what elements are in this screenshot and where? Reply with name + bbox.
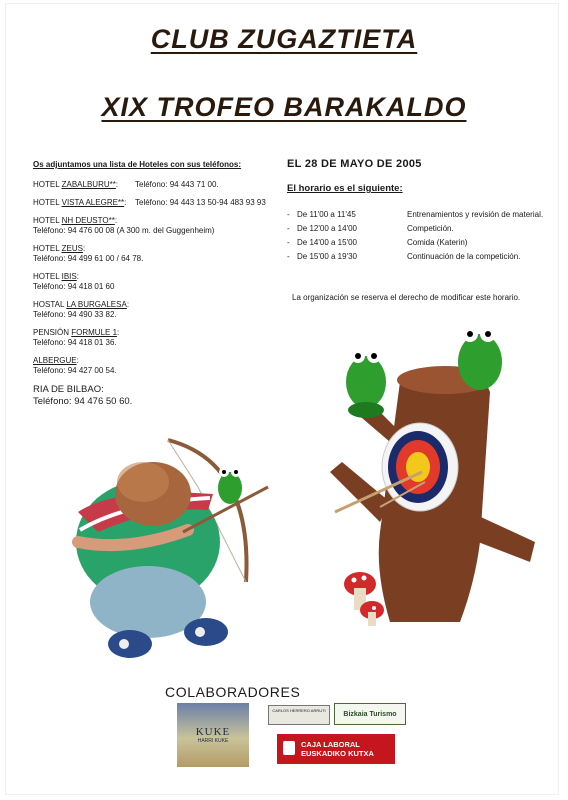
schedule-activity: Entrenamientos y revisión de material. (407, 210, 544, 219)
schedule-list (287, 210, 557, 266)
kuke-logo: KUKE HARRI KUKE (177, 703, 249, 767)
hotel-phone: Teléfono: 94 443 13 50-94 483 93 93 (135, 198, 266, 207)
sponsors-title: COLABORADORES (165, 684, 301, 700)
hotels-intro: Os adjuntamos una lista de Hoteles con sus teléfonos: (33, 160, 242, 169)
schedule-activity: Comida (Katerin) (407, 238, 468, 247)
schedule-item: - De 15'00 a 19'30 Continuación de la competición. (287, 252, 521, 261)
schedule-time: De 11'00 a 11'45 (297, 210, 356, 219)
hotel-entry: HOTEL IBIS: Teléfono: 94 418 01 60 (33, 272, 283, 292)
schedule-activity: Competición. (407, 224, 454, 233)
hotel-phone: Teléfono: 94 443 71 00. (135, 180, 219, 189)
hotel-name: ALBERGUE (33, 356, 77, 365)
hotel-phone: Teléfono: 94 427 00 54. (33, 366, 117, 375)
ria-entry (33, 384, 283, 408)
club-title: CLUB ZUGAZTIETA (150, 24, 418, 54)
hotel-entry: HOTEL ZABALBURU**: Teléfono: 94 443 71 00. (33, 180, 219, 189)
hotel-name: NH DEUSTO** (61, 216, 115, 225)
hotel-entry: HOSTAL LA BURGALESA: Teléfono: 94 490 33 82. (33, 300, 283, 320)
hotel-name: IBIS (61, 272, 77, 281)
bizkaia-turismo-logo: Bizkaia Turismo (334, 703, 406, 725)
hotel-entry: HOTEL VISTA ALEGRE**: Teléfono: 94 443 13 50-94 483 93 93 (33, 198, 266, 207)
hotel-name: VISTA ALEGRE** (61, 198, 125, 207)
hotel-name: FORMULE 1 (71, 328, 118, 337)
hotel-phone: Teléfono: 94 418 01 60 (33, 282, 115, 291)
event-info (287, 158, 557, 266)
event-date: EL 28 DE MAYO DE 2005 (287, 158, 422, 170)
hotel-name: ZABALBURU** (61, 180, 116, 189)
hotels-list (33, 160, 283, 408)
trophy-title: XIX TROFEO BARAKALDO (101, 92, 467, 122)
schedule-title: El horario es el siguiente: (287, 183, 403, 194)
hotel-name: ZEUS (61, 244, 83, 253)
hotel-entry: HOTEL ZEUS: Teléfono: 94 499 61 00 / 64 78. (33, 244, 283, 264)
hotel-entry: HOTEL NH DEUSTO**: Teléfono: 94 476 00 08 (A 300 m. del Guggenheim) (33, 216, 283, 236)
schedule-activity: Continuación de la competición. (407, 252, 521, 261)
caja-laboral-icon (283, 741, 295, 755)
hotel-phone: Teléfono: 94 490 33 82. (33, 310, 117, 319)
hotel-name: LA BURGALESA (66, 300, 127, 309)
ria-phone: Teléfono: 94 476 50 60. (33, 396, 133, 407)
hotel-entry: ALBERGUE: Teléfono: 94 427 00 54. (33, 356, 283, 376)
hotel-entry: PENSIÓN FORMULE 1: Teléfono: 94 418 01 36. (33, 328, 283, 348)
ria-name: RIA DE BILBAO: (33, 384, 104, 395)
caja-laboral-logo: CAJA LABORAL EUSKADIKO KUTXA (277, 734, 395, 764)
schedule-item: - De 14'00 a 15'00 Comida (Katerin) (287, 238, 468, 247)
schedule-note: La organización se reserva el derecho de modificar este horario. (292, 293, 521, 302)
tree-target-illustration (330, 322, 540, 642)
hotel-phone: Teléfono: 94 476 00 08 (A 300 m. del Guggenheim) (33, 226, 215, 235)
hotel-phone: Teléfono: 94 499 61 00 / 64 78. (33, 254, 144, 263)
carlos-herrero-logo: CARLOS HERRERO ARRUTI (268, 705, 330, 725)
schedule-item: - De 11'00 a 11'45 Entrenamientos y revisión de material. (287, 210, 544, 219)
schedule-item: - De 12'00 a 14'00 Competición. (287, 224, 454, 233)
schedule-time: De 14'00 a 15'00 (297, 238, 357, 247)
hotel-phone: Teléfono: 94 418 01 36. (33, 338, 117, 347)
archer-figure-illustration (38, 432, 278, 672)
schedule-time: De 12'00 a 14'00 (297, 224, 357, 233)
schedule-time: De 15'00 a 19'30 (297, 252, 357, 261)
